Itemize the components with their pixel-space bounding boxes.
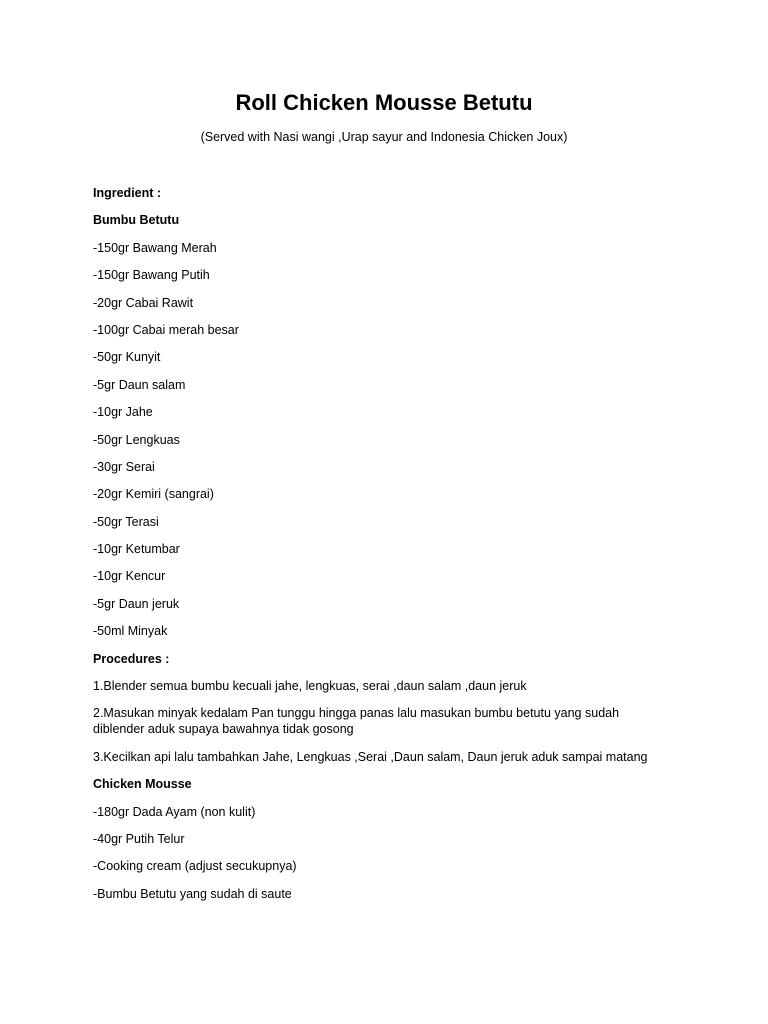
procedure-step: 2.Masukan minyak kedalam Pan tunggu hingga panas lalu masukan bumbu betutu yang sudah diblender aduk supaya bawahnya tidak gosong	[93, 706, 620, 737]
ingredient-item: -10gr Ketumbar	[93, 542, 180, 557]
ingredient-item: -Bumbu Betutu yang sudah di saute	[93, 886, 292, 901]
chicken-mousse-heading: Chicken Mousse	[93, 777, 192, 792]
ingredient-item: -40gr Putih Telur	[93, 831, 185, 846]
ingredient-item: -50gr Kunyit	[93, 350, 161, 365]
ingredient-item: -50ml Minyak	[93, 624, 168, 639]
procedures-heading: Procedures :	[93, 651, 170, 666]
ingredient-item: -50gr Terasi	[93, 514, 159, 529]
recipe-subtitle: (Served with Nasi wangi ,Urap sayur and Indonesia Chicken Joux)	[200, 130, 568, 144]
ingredient-item: -180gr Dada Ayam (non kulit)	[93, 804, 256, 819]
ingredient-item: -5gr Daun jeruk	[93, 596, 180, 611]
procedure-step: 1.Blender semua bumbu kecuali jahe, lengkuas, serai ,daun salam ,daun jeruk	[93, 679, 527, 694]
ingredient-item: -100gr Cabai merah besar	[93, 322, 239, 337]
ingredient-item: -20gr Kemiri (sangrai)	[93, 487, 214, 502]
ingredient-item: -50gr Lengkuas	[93, 432, 180, 447]
ingredient-item: -10gr Jahe	[93, 405, 153, 420]
ingredient-heading: Ingredient :	[93, 186, 162, 200]
ingredient-item: -Cooking cream (adjust secukupnya)	[93, 859, 297, 874]
ingredient-item: -10gr Kencur	[93, 569, 166, 584]
ingredient-item: -150gr Bawang Putih	[93, 268, 210, 283]
recipe-body	[93, 185, 693, 913]
recipe-title: Roll Chicken Mousse Betutu	[235, 90, 533, 115]
ingredient-item: -20gr Cabai Rawit	[93, 295, 194, 310]
ingredient-item: -30gr Serai	[93, 459, 155, 474]
ingredient-item: -150gr Bawang Merah	[93, 240, 217, 255]
ingredient-item: -5gr Daun salam	[93, 377, 186, 392]
bumbu-betutu-heading: Bumbu Betutu	[93, 213, 180, 228]
procedure-step: 3.Kecilkan api lalu tambahkan Jahe, Lengkuas ,Serai ,Daun salam, Daun jeruk aduk sampai matang	[93, 749, 648, 764]
